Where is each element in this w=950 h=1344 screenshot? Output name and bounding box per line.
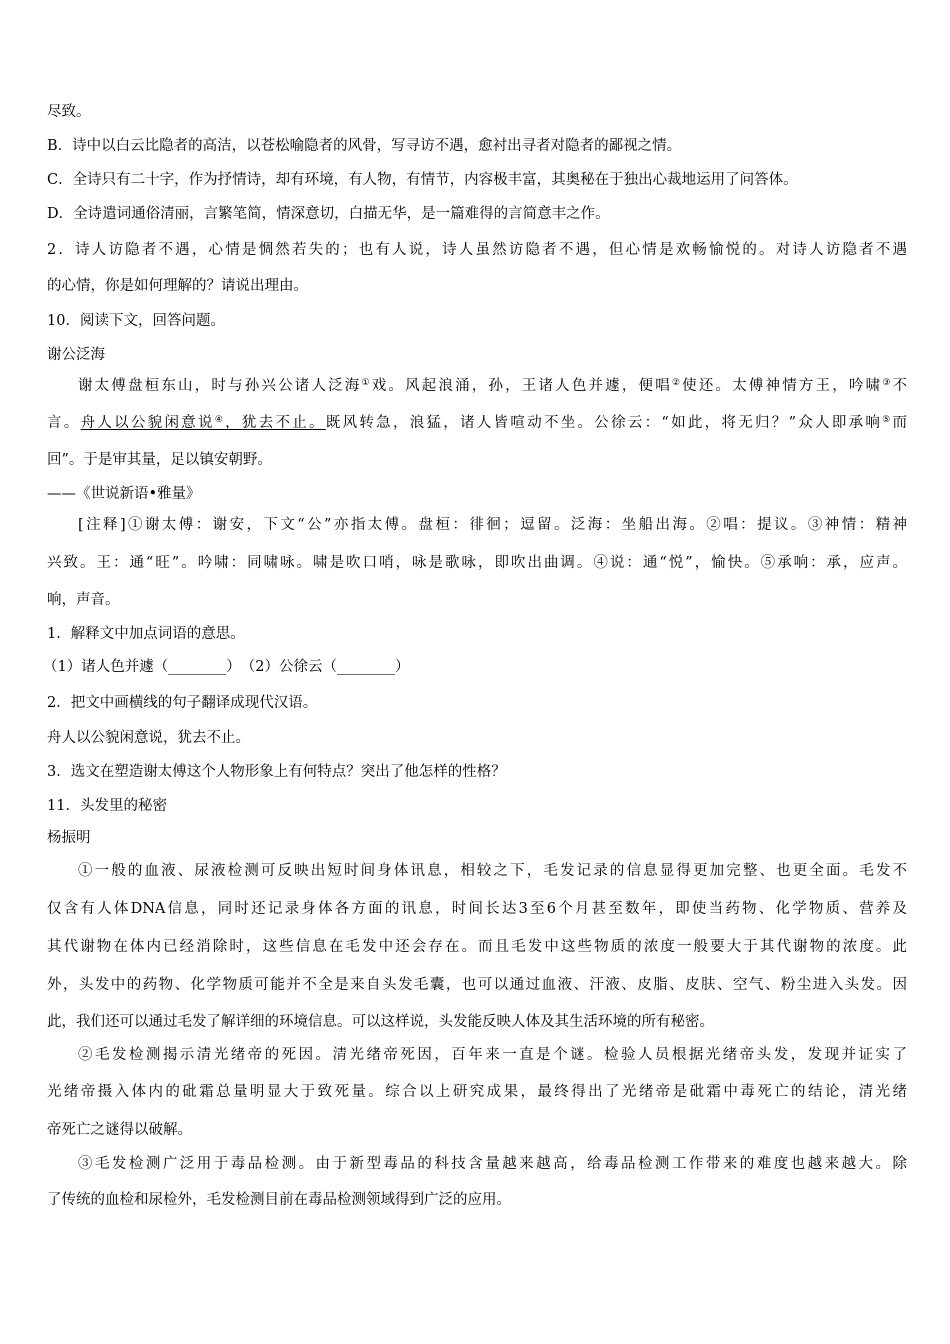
article-line: ①一般的血液、尿液检测可反映出短时间身体讯息，相较之下，毛发记录的信息显得更加完整、也更全面。毛发不 bbox=[78, 863, 907, 879]
article-line: ②毛发检测揭示清光绪帝的死因。清光绪帝死因，百年来一直是个谜。检验人员根据光绪帝头发，发现并证实了 bbox=[78, 1047, 907, 1063]
text-run: 而 bbox=[892, 415, 907, 431]
underlined-sentence bbox=[81, 415, 326, 431]
sub-question-1-items: （1）诸人色并遽（________） （2）公徐云（________） bbox=[43, 659, 410, 675]
notes-line: [注释]①谢太傅：谢安，下文“公”亦指太傅。盘桓：徘徊；逗留。泛海：坐船出海。②唱：提议。③神情：精神 bbox=[78, 517, 907, 533]
article-line: 此，我们还可以通过毛发了解详细的环境信息。可以这样说，头发能反映人体及其生活环境的所有秘密。 bbox=[47, 1014, 714, 1030]
footnote-marker: ② bbox=[671, 378, 683, 388]
article-author: 杨振明 bbox=[47, 830, 91, 846]
notes-line: 响，声音。 bbox=[47, 592, 120, 608]
text-line: 尽致。 bbox=[47, 104, 91, 120]
article-line: 光绪帝摄入体内的砒霜总量明显大于致死量。综合以上研究成果，最终得出了光绪帝是砒霜中毒死亡的结论，清光绪 bbox=[47, 1084, 907, 1100]
text-run: ，犹去不止。 bbox=[225, 415, 326, 431]
text-run: 言。 bbox=[47, 415, 81, 431]
option-b: B．诗中以白云比隐者的高洁，以苍松喻隐者的风骨，写寻访不遇，愈衬出寻者对隐者的鄙视之情。 bbox=[47, 138, 682, 154]
article-line: 其代谢物在体内已经消除时，这些信息在毛发中还会存在。而且毛发中这些物质的浓度一般要大于其代谢物的浓度。此 bbox=[47, 939, 907, 955]
passage-title: 谢公泛海 bbox=[47, 347, 105, 363]
sub-question-3: 3．选文在塑造谢太傅这个人物形象上有何特点？突出了他怎样的性格？ bbox=[47, 764, 506, 780]
passage-line bbox=[47, 413, 907, 433]
sub-question-2: 2．把文中画横线的句子翻译成现代汉语。 bbox=[47, 695, 318, 711]
text-run: 舟人以公貌闲意说 bbox=[80, 415, 215, 431]
article-line: 了传统的血检和尿检外，毛发检测目前在毒品检测领域得到广泛的应用。 bbox=[47, 1192, 511, 1208]
question-2-line: 的心情，你是如何理解的？请说出理由。 bbox=[47, 278, 308, 294]
text-run: 既风转急，浪猛，诸人皆喧动不坐。公徐云：“如此，将无归？”众人即承响 bbox=[325, 415, 883, 431]
option-d: D．全诗遣词通俗清丽，言繁笔简，情深意切，白描无华，是一篇难得的言简意丰之作。 bbox=[47, 206, 610, 222]
question-2-line: 2．诗人访隐者不遇，心情是惆然若失的；也有人说，诗人虽然访隐者不遇，但心情是欢畅愉悦的。对诗人访隐者不遇 bbox=[47, 242, 907, 258]
option-c: C．全诗只有二十字，作为抒情诗，却有环境，有人物，有情节，内容极丰富，其奥秘在于独出心裁地运用了问答体。 bbox=[47, 172, 798, 188]
article-line: ③毛发检测广泛用于毒品检测。由于新型毒品的科技含量越来越高，给毒品检测工作带来的难度也越来越大。除 bbox=[78, 1156, 907, 1172]
question-10-heading: 10．阅读下文，回答问题。 bbox=[47, 313, 225, 329]
footnote-marker: ① bbox=[361, 378, 372, 388]
passage-line bbox=[78, 376, 907, 396]
article-line: 外，头发中的药物、化学物质可能并不全是来自头发毛囊，也可以通过血液、汗液、皮脂、皮肤、空气、粉尘进入头发。因 bbox=[47, 977, 907, 993]
article-line: 仅含有人体DNA信息，同时还记录身体各方面的讯息，时间长达3至6个月甚至数年，即使当药物、化学物质、营养及 bbox=[47, 901, 907, 917]
article-line: 帝死亡之谜得以破解。 bbox=[47, 1122, 192, 1138]
sub-question-2-sentence: 舟人以公貌闲意说，犹去不止。 bbox=[47, 730, 250, 746]
text-run: 谢太傅盘桓东山，时与孙兴公诸人泛海 bbox=[78, 378, 362, 394]
passage-source: ——《世说新语•雅量》 bbox=[47, 486, 201, 502]
notes-line: 兴致。王：通“旺”。吟啸：同啸咏。啸是吹口哨，咏是歌咏，即吹出曲调。④说：通“悦”，愉快。⑤承响：承，应声。 bbox=[47, 555, 907, 571]
footnote-marker: ③ bbox=[882, 378, 893, 388]
footnote-marker: ④ bbox=[214, 415, 226, 425]
text-run: 戏。风起浪涌，孙，王诸人色并遽，便唱 bbox=[371, 378, 672, 394]
sub-question-1: 1．解释文中加点词语的意思。 bbox=[47, 626, 245, 642]
footnote-marker: ⑤ bbox=[882, 415, 893, 425]
passage-line: 回”。于是审其量，足以镇安朝野。 bbox=[47, 452, 272, 468]
question-11-heading: 11．头发里的秘密 bbox=[47, 798, 167, 814]
text-run: 使还。太傅神情方王，吟啸 bbox=[682, 378, 883, 394]
text-run: 不 bbox=[892, 378, 907, 394]
